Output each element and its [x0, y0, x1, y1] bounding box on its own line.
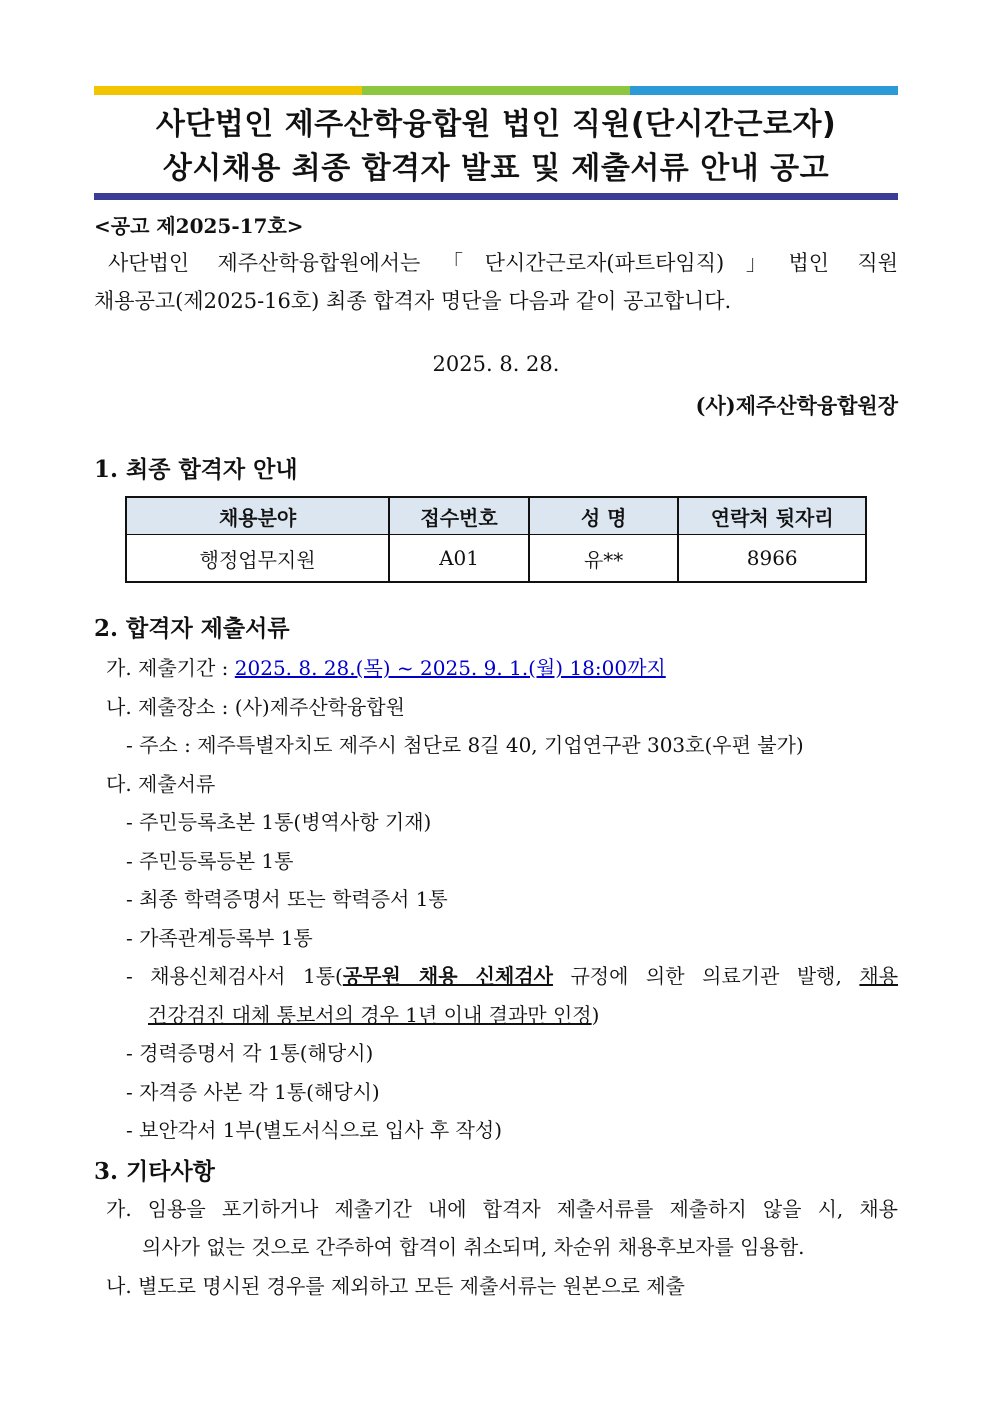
title-line-2: 상시채용 최종 합격자 발표 및 제출서류 안내 공고: [162, 151, 830, 186]
list-item: - 최종 학력증명서 또는 학력증서 1통: [126, 887, 448, 911]
notice-date: 2025. 8. 28.: [432, 352, 560, 376]
bar-segment-blue: [630, 86, 898, 95]
section-1-title: 1. 최종 합격자 안내: [94, 456, 298, 483]
signature: (사)제주산학융합원장: [695, 393, 898, 418]
period-label: 가. 제출기간 :: [106, 656, 235, 680]
result-table: [125, 496, 867, 583]
header-color-bar: [94, 86, 898, 95]
health-text-c: 규정에 의한 의료기관 발행,: [552, 964, 860, 988]
bar-segment-yellow: [94, 86, 362, 95]
table-cell: 행정업무지원: [126, 535, 389, 583]
notice-number: <공고 제2025-17호>: [94, 214, 304, 238]
table-header-row: [126, 497, 866, 535]
health-text-f: ): [591, 1002, 600, 1027]
other-item-a-line1: 가. 임용을 포기하거나 제출기간 내에 합격자 제출서류를 제출하지 않을 시, 채용: [106, 1196, 898, 1221]
other-item-b: 나. 별도로 명시된 경우를 제외하고 모든 제출서류는 원본으로 제출: [106, 1273, 685, 1298]
list-item: - 가족관계등록부 1통: [126, 925, 313, 950]
submission-period: [94, 649, 898, 688]
section-3-title: 3. 기타사항: [94, 1157, 215, 1185]
list-item-health-check-cont: [94, 996, 898, 1035]
column-header: 연락처 뒷자리: [678, 497, 866, 535]
table-row: [126, 535, 866, 583]
other-item-a-line2: 의사가 없는 것으로 간주하여 합격이 취소되며, 차순위 채용후보자를 임용함.: [142, 1235, 805, 1259]
table-cell: 유**: [529, 535, 679, 583]
list-item: - 보안각서 1부(별도서식으로 입사 후 작성): [126, 1118, 502, 1142]
intro-line-1: 사단법인 제주산학융합원에서는「단시간근로자(파트타임직)」법인 직원: [108, 251, 898, 275]
health-text-d: 채용: [859, 964, 899, 988]
health-text-a: - 채용신체검사서 1통(: [126, 964, 343, 988]
notice-page: [94, 86, 898, 1305]
list-item: - 자격증 사본 각 1통(해당시): [126, 1079, 380, 1104]
list-item: - 주민등록등본 1통: [126, 848, 294, 873]
health-regulation: 공무원 채용 신체검사: [342, 964, 553, 988]
column-header: 성 명: [529, 497, 679, 535]
documents-title: 다. 제출서류: [106, 771, 216, 796]
intro-paragraph: [94, 244, 898, 320]
list-item: - 경력증명서 각 1통(해당시): [126, 1041, 374, 1065]
period-value[interactable]: 2025. 8. 28.(목) ~ 2025. 9. 1.(월) 18:00까지: [234, 656, 666, 680]
section-2-title: 2. 합격자 제출서류: [94, 615, 290, 642]
column-header: 접수번호: [389, 497, 529, 535]
title-line-1: 사단법인 제주산학융합원 법인 직원(단시간근로자): [155, 107, 837, 142]
intro-line-2: 채용공고(제2025-16호) 최종 합격자 명단을 다음과 같이 공고합니다.: [94, 289, 732, 313]
page-title: [94, 95, 898, 191]
column-header: 채용분야: [126, 497, 389, 535]
bar-segment-green: [362, 86, 630, 95]
submission-place: 나. 제출장소 : (사)제주산학융합원: [106, 694, 405, 719]
list-item: - 주민등록초본 1통(병역사항 기재): [126, 810, 432, 834]
list-item-health-check: [94, 957, 898, 996]
table-cell: A01: [389, 535, 529, 583]
submission-address: - 주소 : 제주특별자치도 제주시 첨단로 8길 40, 기업연구관 303호(우편 불가): [126, 733, 804, 757]
health-text-e: 건강검진 대체 통보서의 경우 1년 이내 결과만 인정: [148, 1002, 592, 1027]
header-bottom-bar: [94, 193, 898, 200]
table-cell: 8966: [678, 535, 866, 583]
